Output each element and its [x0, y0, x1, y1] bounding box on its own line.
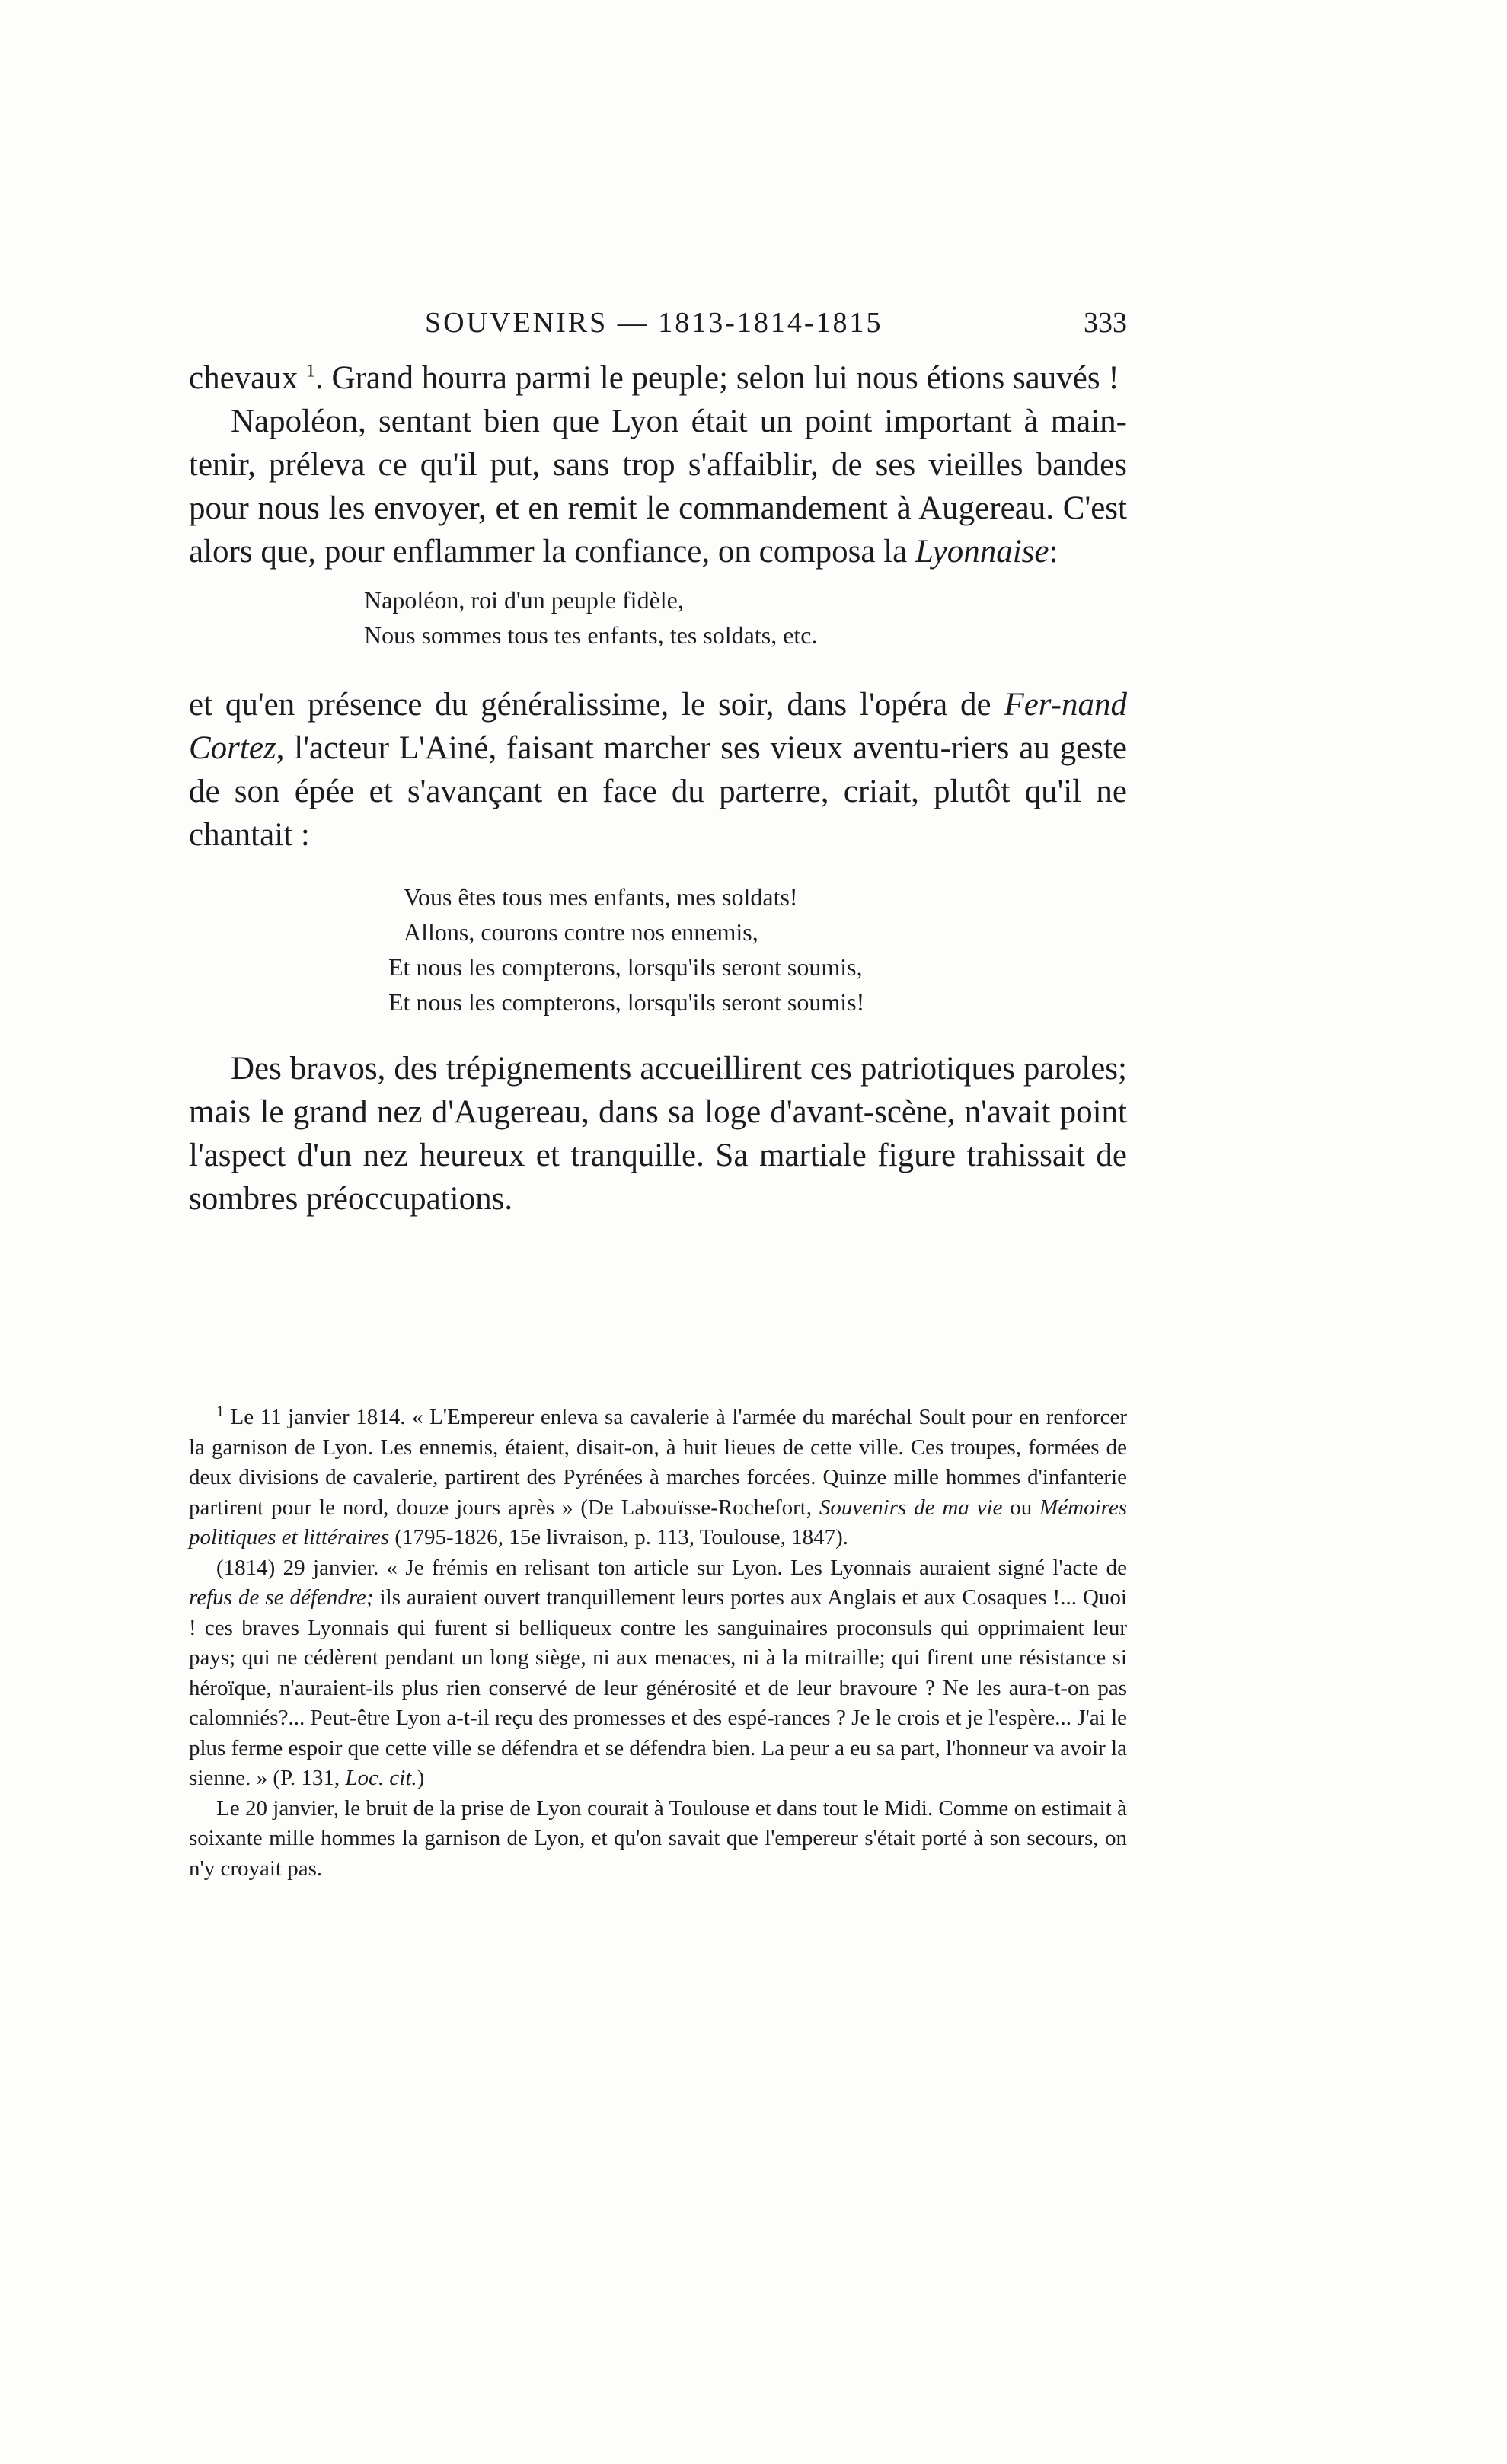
text-run: ils auraient ouvert tranquillement leurs portes aux Anglais et aux Cosaques !... Quoi ! ces braves Lyonnais qui furent si belliqueux contre les sanguinaires proconsuls qui opprimaient leur pays; qui ne cédèrent pendant un long siège, ni aux menaces, ni à la mitraille; qui firent une résistance si héroïque, n'auraient-ils plus rien conservé de leur générosité et de leur bravoure ? Ne les aura-t-on pas calomniés?... Peut-être Lyon a-t-il reçu des promesses et des espé-rances ? Je le crois et je l'espère... J'ai le plus ferme espoir que cette ville se défendra et se défendra bien. La peur a eu sa part, l'honneur va avoir la sienne. » (P. 131, — [189, 1585, 1127, 1790]
footnotes — [189, 1403, 1127, 1884]
italic-phrase: Loc. cit. — [345, 1766, 417, 1790]
verse-line: Et nous les compterons, lorsqu'ils seront soumis, — [388, 953, 863, 981]
footnote-1 — [189, 1403, 1127, 1553]
text-run: : — [1049, 534, 1058, 570]
text-run: Napoléon, sentant bien que Lyon était un point important à main-tenir, préleva ce qu'il put, sans trop s'affaiblir, de ses vieilles bandes pour nous les envoyer, et en remit le commandement à Augereau. C'est alors que, pour enflammer la confiance, on composa la — [189, 404, 1127, 570]
footnote-reference[interactable]: 1 — [306, 361, 316, 381]
verse-line: Allons, courons contre nos ennemis, — [404, 918, 758, 946]
verse-line: Vous êtes tous mes enfants, mes soldats! — [404, 883, 798, 911]
running-title: SOUVENIRS — 1813-1814-1815 — [425, 307, 883, 339]
text-run: , l'acteur L'Ainé, faisant marcher ses vieux aventu-riers au geste de son épée et s'avançant en face du parterre, criait, plutôt qu'il ne chantait : — [189, 730, 1127, 853]
text-run: chevaux — [189, 360, 307, 396]
main-text — [189, 356, 1127, 1221]
paragraph-1 — [189, 356, 1127, 400]
text-run: ) — [417, 1766, 425, 1790]
text-run: et qu'en présence du généralissime, le soir, dans l'opéra de — [189, 687, 1004, 723]
paragraph-4: Des bravos, des trépignements accueillirent ces patriotiques paroles; mais le grand nez d'Augereau, dans sa loge d'avant-scène, n'avait point l'aspect d'un nez heureux et tranquille. Sa martiale figure trahissait de sombres préoccupations. — [189, 1051, 1127, 1217]
paragraph-2 — [189, 400, 1127, 573]
text-run: . Grand hourra parmi le peuple; selon lui nous étions sauvés ! — [315, 360, 1119, 396]
verse-quote-1 — [189, 582, 1127, 653]
italic-title: Mémoires politiques et littéraires — [189, 1495, 1127, 1550]
italic-phrase: refus de se défendre; — [189, 1585, 374, 1610]
text-run: (1814) 29 janvier. « Je frémis en relisant ton article sur Lyon. Les Lyonnais auraient signé l'acte de — [216, 1555, 1127, 1580]
footnote-1-final: Le 20 janvier, le bruit de la prise de Lyon courait à Toulouse et dans tout le Midi. Comme on estimait à soixante mille hommes la garnison de Lyon, et qu'on savait que l'empereur s'était porté à son secours, on n'y croyait pas. — [189, 1795, 1127, 1881]
italic-title: Lyonnaise — [915, 534, 1049, 570]
text-run: Le 11 janvier 1814. « L'Empereur enleva sa cavalerie à l'armée du maréchal Soult pour en renforcer la garnison de Lyon. Les ennemis, étaient, disait-on, à huit lieues de cette ville. Ces troupes, formées de deux divisions de cavalerie, partirent des Pyrénées à marches forcées. Quinze mille hommes d'infanterie partirent pour le nord, douze jours après » (De Labouïsse-Rochefort, — [189, 1405, 1127, 1520]
paragraph-3 — [189, 683, 1127, 857]
footnote-1-continued — [189, 1553, 1127, 1794]
verse-line: Nous sommes tous tes enfants, tes soldats, etc. — [364, 621, 818, 649]
italic-title: Souvenirs de ma vie — [819, 1495, 1003, 1520]
page-number: 333 — [1084, 307, 1127, 339]
page-header — [189, 306, 1127, 349]
verse-line: Napoléon, roi d'un peuple fidèle, — [364, 586, 684, 614]
italic-title: Fer-nand Cortez — [189, 687, 1127, 766]
footnote-marker: 1 — [216, 1403, 224, 1420]
verse-quote-2 — [189, 879, 1127, 1020]
text-run: (1795-1826, 15e livraison, p. 113, Toulouse, 1847). — [389, 1525, 849, 1550]
text-run: ou — [1002, 1495, 1040, 1520]
verse-line: Et nous les compterons, lorsqu'ils seront soumis! — [388, 988, 865, 1016]
